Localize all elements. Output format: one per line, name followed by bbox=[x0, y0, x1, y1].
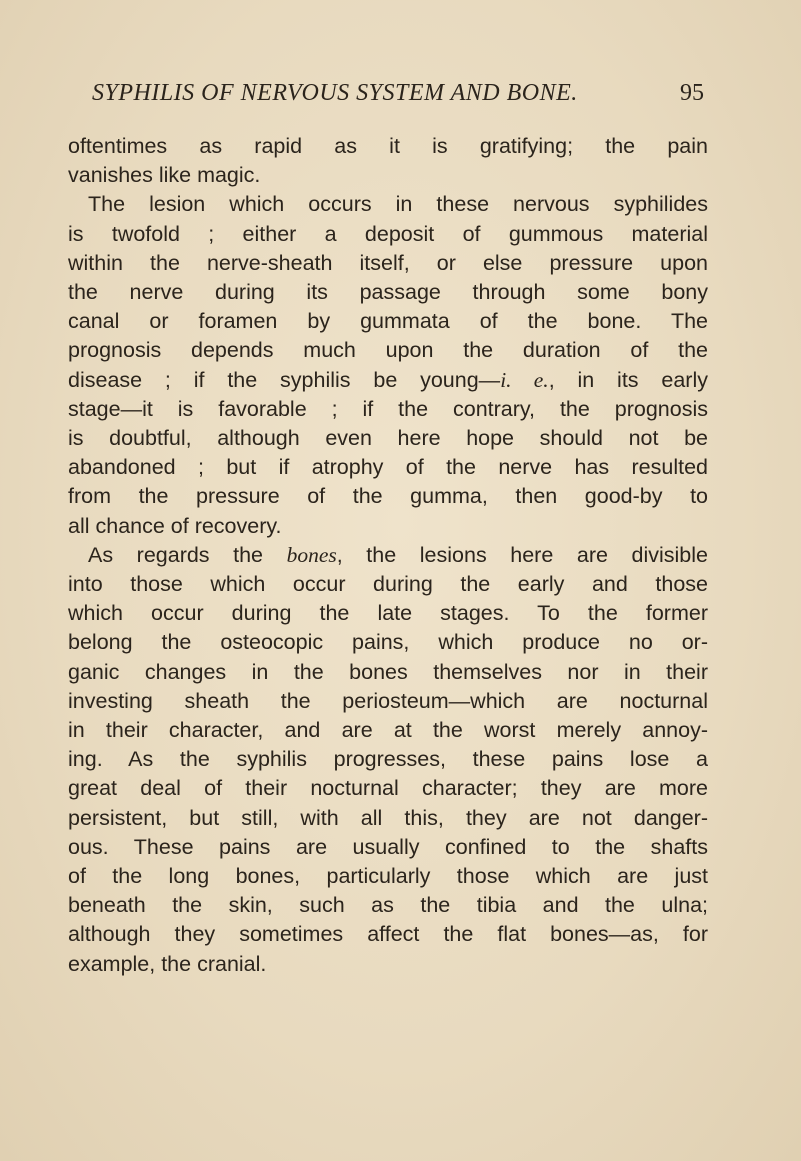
text-line: beneath the skin, such as the tibia and the ulna; bbox=[68, 893, 708, 918]
text-line: canal or foramen by gummata of the bone. The bbox=[68, 309, 708, 334]
text-line: abandoned ; but if atrophy of the nerve has resulted bbox=[68, 455, 708, 480]
text-line: prognosis depends much upon the duration of the bbox=[68, 338, 708, 363]
text-line: which occur during the late stages. To the former bbox=[68, 601, 708, 626]
text-line: all chance of recovery. bbox=[68, 513, 282, 538]
text-line: within the nerve-sheath itself, or else pressure upon bbox=[68, 250, 708, 275]
text-line: in their character, and are at the worst merely annoy- bbox=[68, 718, 708, 743]
text-line: ous. These pains are usually confined to the shafts bbox=[68, 834, 708, 859]
text-line: oftentimes as rapid as it is gratifying; the pain bbox=[68, 134, 708, 158]
text-line: of the long bones, particularly those which are just bbox=[68, 864, 708, 889]
text-line: persistent, but still, with all this, they are not danger- bbox=[68, 805, 708, 830]
text-line: the nerve during its passage through some bony bbox=[68, 280, 708, 305]
text-line: belong the osteocopic pains, which produce no or- bbox=[68, 630, 708, 655]
text-line: into those which occur during the early and those bbox=[68, 572, 708, 597]
text-line: The lesion which occurs in these nervous syphilides bbox=[88, 192, 708, 217]
text-line: ganic changes in the bones themselves nor in their bbox=[68, 659, 708, 684]
text-segment: As regards the bbox=[88, 542, 287, 567]
text-line: stage—it is favorable ; if the contrary, the prognosis bbox=[68, 396, 708, 421]
body-text bbox=[68, 132, 708, 979]
text-line: from the pressure of the gumma, then good-by to bbox=[68, 484, 708, 509]
page-number: 95 bbox=[680, 80, 704, 106]
text-line: is doubtful, although even here hope should not be bbox=[68, 426, 708, 451]
text-segment: , the lesions here are divisible bbox=[336, 542, 708, 567]
text-segment: , in its early bbox=[548, 367, 708, 392]
italic-text: bones bbox=[286, 542, 337, 567]
running-title: SYPHILIS OF NERVOUS SYSTEM AND BONE. bbox=[92, 80, 578, 106]
text-line: although they sometimes affect the flat bones—as, for bbox=[68, 922, 708, 947]
page-header bbox=[92, 80, 704, 114]
text-line: investing sheath the periosteum—which are nocturnal bbox=[68, 688, 708, 713]
italic-text: i. e. bbox=[500, 367, 549, 392]
text-line: great deal of their nocturnal character; they are more bbox=[68, 776, 708, 801]
text-line bbox=[68, 366, 708, 395]
text-line: vanishes like magic. bbox=[68, 163, 261, 188]
text-line: is twofold ; either a deposit of gummous material bbox=[68, 221, 708, 246]
text-line bbox=[68, 541, 708, 570]
text-segment: disease ; if the syphilis be young— bbox=[68, 367, 501, 392]
text-line: example, the cranial. bbox=[68, 951, 267, 976]
text-line: ing. As the syphilis progresses, these pains lose a bbox=[68, 747, 708, 772]
